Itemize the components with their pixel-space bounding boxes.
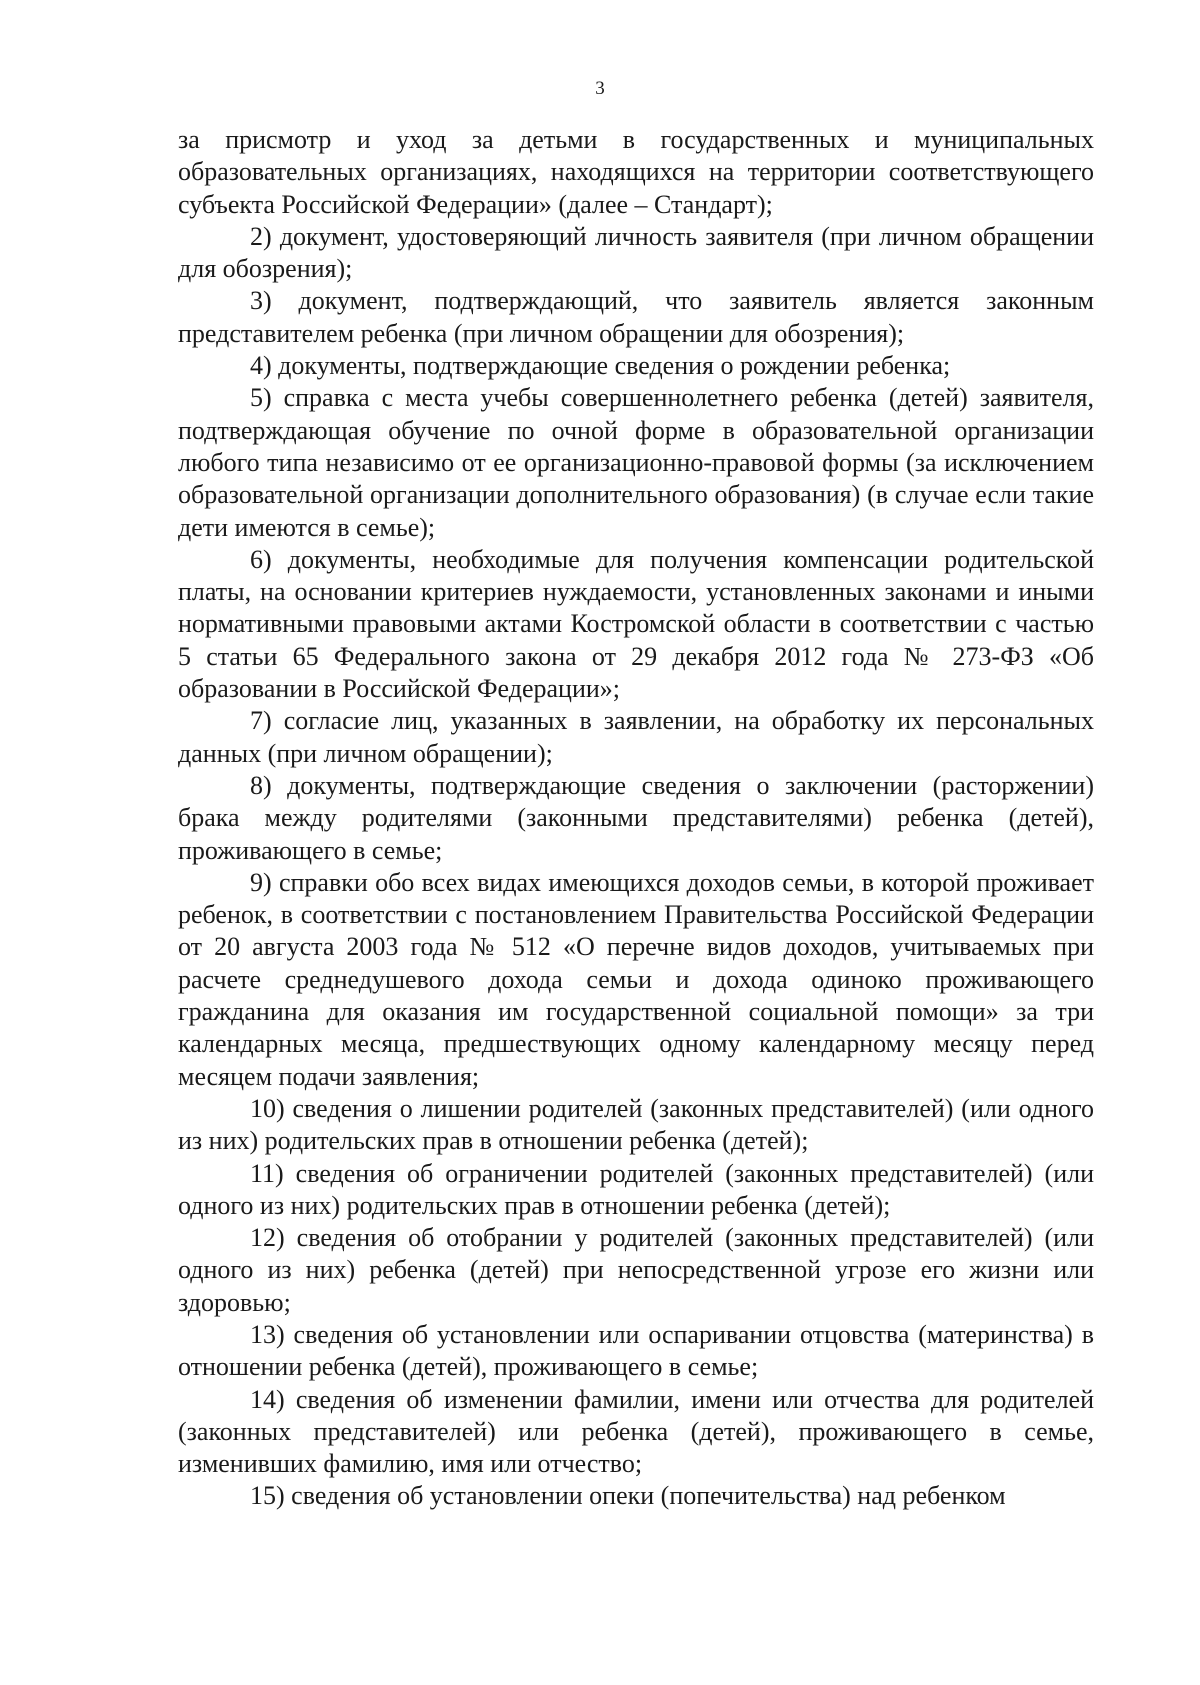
list-item-14: 14) сведения об изменении фамилии, имени или отчества для родителей (законных представителей) или ребенка (детей), проживающего в семье, изменивших фамилию, имя или отчество; — [178, 1384, 1094, 1479]
list-item-4: 4) документы, подтверждающие сведения о рождении ребенка; — [250, 351, 951, 381]
list-item-8: 8) документы, подтверждающие сведения о заключении (расторжении) брака между родителями (законными представителями) ребенка (детей), проживающего в семье; — [178, 770, 1094, 865]
list-item-2: 2) документ, удостоверяющий личность заявителя (при личном обращении для обозрения); — [178, 221, 1094, 284]
paragraph-continuation: за присмотр и уход за детьми в государственных и муниципальных образовательных организациях, находящихся на территории соответствующего субъекта Российской Федерации» (далее – Стандарт); — [178, 125, 1094, 219]
list-item-6: 6) документы, необходимые для получения компенсации родительской платы, на основании критериев нуждаемости, установленных законами и иными нормативными правовыми актами Костромской области в соответствии с частью 5 статьи 65 Федерального закона от 29 декабря 2012 года № 273-ФЗ «Об образовании в Российской Федерации»; — [178, 544, 1094, 704]
list-item-3: 3) документ, подтверждающий, что заявитель является законным представителем ребенка (при личном обращении для обозрения); — [178, 286, 1094, 348]
list-item-15: 15) сведения об установлении опеки (попечительства) над ребенком — [250, 1481, 1006, 1511]
page-number: 3 — [595, 78, 605, 99]
list-item-7: 7) согласие лиц, указанных в заявлении, на обработку их персональных данных (при личном обращении); — [178, 706, 1094, 768]
list-item-12: 12) сведения об отобрании у родителей (законных представителей) (или одного из них) ребенка (детей) при непосредственной угрозе его жизни или здоровью; — [178, 1223, 1094, 1317]
list-item-5: 5) справка с места учебы совершеннолетнего ребенка (детей) заявителя, подтверждающая обучение по очной форме в образовательной организации любого типа независимо от ее организационно-правовой формы (за исключением образовательной организации дополнительного образования) (в случае если такие дети имеются в семье); — [178, 383, 1094, 542]
list-item-11: 11) сведения об ограничении родителей (законных представителей) (или одного из них) родительских прав в отношении ребенка (детей); — [178, 1158, 1094, 1220]
list-item-13: 13) сведения об установлении или оспаривании отцовства (материнства) в отношении ребенка (детей), проживающего в семье; — [178, 1319, 1094, 1382]
list-item-10: 10) сведения о лишении родителей (законных представителей) (или одного из них) родительских прав в отношении ребенка (детей); — [178, 1093, 1094, 1156]
document-body — [178, 124, 1094, 1513]
list-item-9: 9) справки обо всех видах имеющихся доходов семьи, в которой проживает ребенок, в соответствии с постановлением Правительства Российской Федерации от 20 августа 2003 года № 512 «О перечне видов доходов, учитываемых при расчете среднедушевого дохода семьи и дохода одиноко проживающего гражданина для оказания им государственной социальной помощи» за три календарных месяца, предшествующих одному календарному месяцу перед месяцем подачи заявления; — [178, 867, 1094, 1091]
